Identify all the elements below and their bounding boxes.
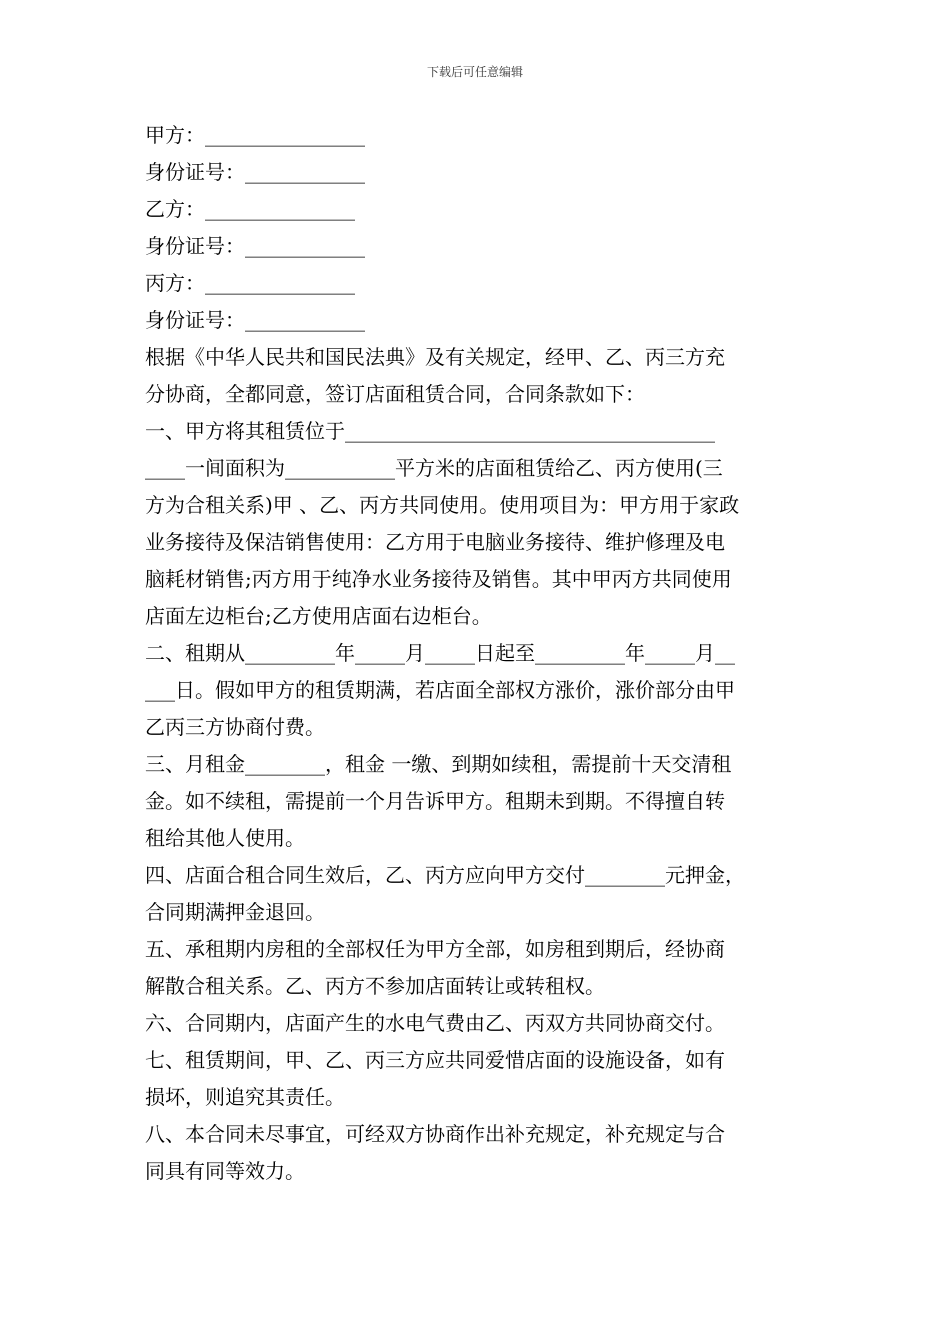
clause-3-line: 三、月租金________，租金 一缴、到期如续租，需提前十天交清租	[145, 752, 732, 776]
clause-5-line: 解散合租关系。乙、丙方不参加店面转让或转租权。	[145, 974, 605, 998]
clause-1-line: ____一间面积为___________平方米的店面租赁给乙、丙方使用(三	[145, 456, 723, 480]
clause-6-line: 六、合同期内，店面产生的水电气费由乙、丙双方共同协商交付。	[145, 1011, 725, 1035]
preamble-line: 根据《中华人民共和国民法典》及有关规定，经甲、乙、丙三方充	[145, 345, 725, 369]
clause-4-line: 四、店面合租合同生效后，乙、丙方应向甲方交付________元押金，	[145, 863, 745, 887]
party-c-line: 丙方：_______________	[145, 271, 355, 295]
preamble-line: 分协商，全都同意，签订店面租赁合同，合同条款如下：	[145, 382, 645, 406]
clause-2-line: ___日。假如甲方的租赁期满，若店面全部权方涨价，涨价部分由甲	[145, 678, 735, 702]
clause-2-line: 二、租期从_________年_____月_____日起至_________年_____月__	[145, 641, 735, 665]
clause-5-line: 五、承租期内房租的全部权任为甲方全部，如房租到期后，经协商	[145, 937, 725, 961]
party-a-line: 甲方：________________	[145, 123, 365, 147]
clause-1-line: 方为合租关系)甲 、乙、丙方共同使用。使用项目为：甲方用于家政	[145, 493, 740, 517]
clause-1-line: 脑耗材销售;丙方用于纯净水业务接待及销售。其中甲丙方共同使用	[145, 567, 732, 591]
page-header: 下载后可任意编辑	[426, 65, 523, 79]
clause-7-line: 损坏，则追究其责任。	[145, 1085, 345, 1109]
contract-body	[145, 117, 810, 1190]
party-b-line: 乙方：_______________	[145, 197, 355, 221]
party-b-id-line: 身份证号：____________	[145, 234, 365, 258]
clause-3-line: 租给其他人使用。	[145, 826, 305, 850]
clause-4-line: 合同期满押金退回。	[145, 900, 325, 924]
clause-1-line: 店面左边柜台;乙方使用店面右边柜台。	[145, 604, 492, 628]
clause-1-line: 业务接待及保洁销售使用：乙方用于电脑业务接待、维护修理及电	[145, 530, 725, 554]
clause-2-line: 乙丙三方协商付费。	[145, 715, 325, 739]
party-a-id-line: 身份证号：____________	[145, 160, 365, 184]
clause-8-line: 八、本合同未尽事宜，可经双方协商作出补充规定，补充规定与合	[145, 1122, 725, 1146]
clause-3-line: 金。如不续租，需提前一个月告诉甲方。租期未到期。不得擅自转	[145, 789, 725, 813]
party-c-id-line: 身份证号：____________	[145, 308, 365, 332]
clause-1-line: 一、甲方将其租赁位于_____________________________________	[145, 419, 715, 443]
clause-8-line: 同具有同等效力。	[145, 1159, 305, 1183]
clause-7-line: 七、租赁期间，甲、乙、丙三方应共同爱惜店面的设施设备，如有	[145, 1048, 725, 1072]
